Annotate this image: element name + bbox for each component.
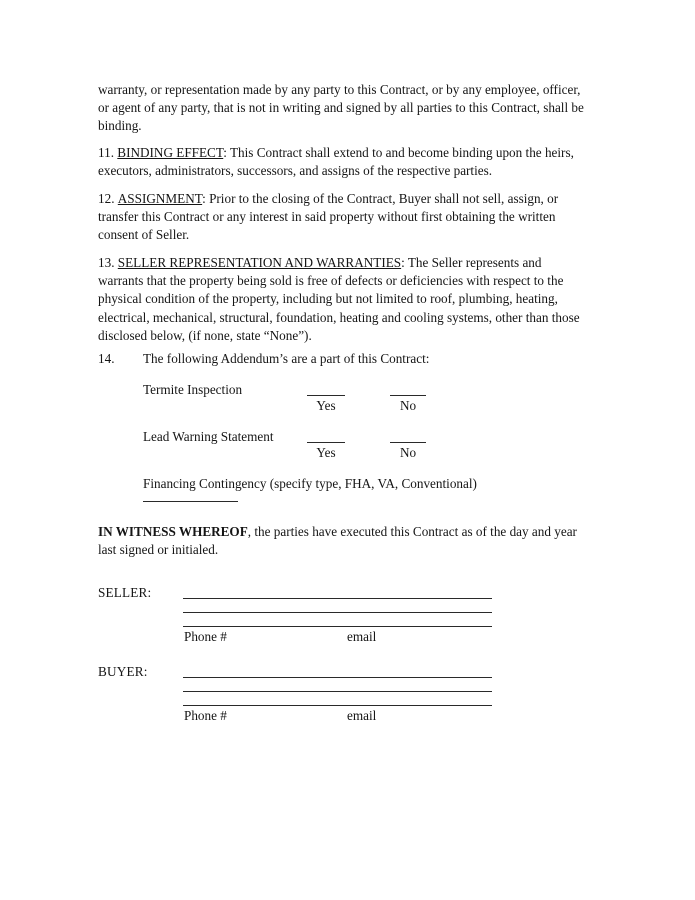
section-number: 14. [98,351,115,366]
buyer-signature-line-1[interactable] [183,677,492,678]
termite-yes-blank[interactable] [307,395,345,396]
paragraph-continuation [98,81,586,136]
section-number: 13. [98,255,115,270]
addendum-label: Lead Warning Statement [143,429,274,444]
paragraph-seller-representation [98,254,586,345]
addendum-intro-text: The following Addendum’s are a part of this Contract: [143,351,430,366]
buyer-signature-line-3[interactable] [183,705,492,706]
paragraph-body [98,144,586,180]
termite-no-blank[interactable] [390,395,426,396]
paragraph-witness-clause [98,523,586,559]
seller-signature-line-2[interactable] [183,612,492,613]
signature-party-label: BUYER: [98,664,148,679]
paragraph-text: warranty, or representation made by any party to this Contract, or by any employee, officer, or agent of any party, that is not in writing and signed by all parties to this Contract, shall be binding. [98,82,584,134]
signature-block-buyer [98,664,518,726]
buyer-signature-line-2[interactable] [183,691,492,692]
addendum-label: Termite Inspection [143,382,243,397]
lead-no-blank[interactable] [390,442,426,443]
signature-party-label: SELLER: [98,585,152,600]
paragraph-body [98,350,586,368]
paragraph-body [98,254,586,345]
addendum-row-lead-warning-statement [143,428,583,460]
buyer-email-label: email [347,708,377,723]
witness-text: , the parties have executed this Contract as of the day and year last signed or initialed. [98,524,577,558]
lead-no-label: No [399,445,417,460]
buyer-phone-label: Phone # [184,708,227,723]
seller-phone-label: Phone # [184,629,227,644]
section-number: 11. [98,145,114,160]
section-text: : Prior to the closing of the Contract, Buyer shall not sell, assign, or transfer this Contract or any interest in said property without first obtaining the written consent of Seller. [98,191,559,243]
section-heading: ASSIGNMENT [117,191,203,206]
lead-yes-label: Yes [316,445,336,460]
seller-signature-line-1[interactable] [183,598,492,599]
section-heading: SELLER REPRESENTATION AND WARRANTIES [117,255,402,270]
section-text: : This Contract shall extend to and become binding upon the heirs, executors, administrators, successors, and assigns of the respective parties. [98,145,574,179]
termite-yes-label: Yes [316,398,336,413]
section-number: 12. [98,191,115,206]
signature-block-seller [98,585,518,647]
paragraph-body [98,523,586,559]
financing-contingency-blank[interactable] [143,501,238,502]
section-text: : The Seller represents and warrants that the property being sold is free of defects or deficiencies with respect to the physical condition of the property, including but not limited to roof, plumbing, heating, electrical, mechanical, structural, foundation, heating and cooling systems, other than those disclosed below, (if none, state “None”). [98,255,580,343]
addendum-row-termite-inspection [143,381,583,413]
financing-contingency-label: Financing Contingency (specify type, FHA, VA, Conventional) [143,476,477,491]
section-heading: BINDING EFFECT [117,145,224,160]
termite-no-label: No [399,398,417,413]
paragraph-binding-effect [98,144,586,180]
lead-yes-blank[interactable] [307,442,345,443]
witness-lead: IN WITNESS WHEREOF [98,524,248,539]
seller-signature-line-3[interactable] [183,626,492,627]
seller-email-label: email [347,629,377,644]
paragraph-addendum-intro [98,350,586,368]
paragraph-body [98,190,586,245]
paragraph-assignment [98,190,586,245]
